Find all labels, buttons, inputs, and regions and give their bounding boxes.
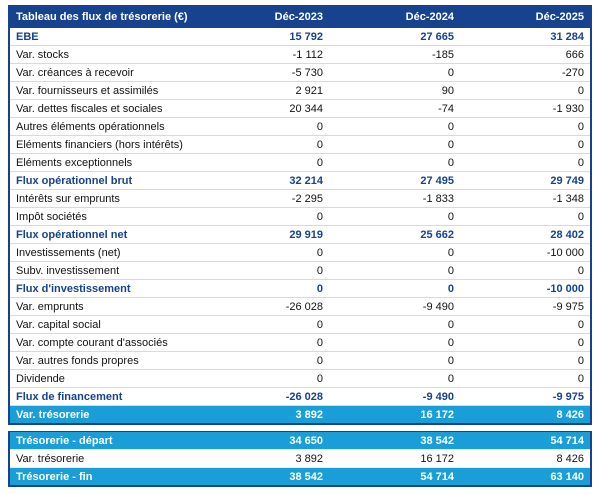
table-row <box>9 244 591 262</box>
column-header-dec-2025: Déc-2025 <box>460 5 591 28</box>
cell-value: 32 214 <box>198 172 329 190</box>
table-row <box>9 388 591 406</box>
column-header-dec-2024: Déc-2024 <box>329 5 460 28</box>
cell-value: -270 <box>460 64 591 82</box>
row-label: Flux d'investissement <box>9 280 198 298</box>
cell-value: 0 <box>460 118 591 136</box>
cell-value: 20 344 <box>198 100 329 118</box>
row-label: Var. dettes fiscales et sociales <box>9 100 198 118</box>
cell-value: 0 <box>460 370 591 388</box>
row-label: Trésorerie - fin <box>9 468 198 487</box>
row-label: Eléments exceptionnels <box>9 154 198 172</box>
table-row <box>9 190 591 208</box>
table-row <box>9 64 591 82</box>
treasury-summary-table <box>8 431 592 487</box>
row-label: Eléments financiers (hors intérêts) <box>9 136 198 154</box>
row-label: Flux de financement <box>9 388 198 406</box>
cell-value: -1 348 <box>460 190 591 208</box>
table-row <box>9 136 591 154</box>
cell-value: 0 <box>460 82 591 100</box>
cell-value: 0 <box>329 154 460 172</box>
cell-value: 3 892 <box>198 450 329 468</box>
cell-value: -26 028 <box>198 388 329 406</box>
row-label: Autres éléments opérationnels <box>9 118 198 136</box>
cell-value: 0 <box>198 262 329 280</box>
column-header-dec-2023: Déc-2023 <box>198 5 329 28</box>
cell-value: 0 <box>460 208 591 226</box>
cell-value: 63 140 <box>460 468 591 487</box>
cell-value: -9 975 <box>460 298 591 316</box>
cell-value: 8 426 <box>460 406 591 425</box>
cell-value: 25 662 <box>329 226 460 244</box>
row-label: Trésorerie - départ <box>9 432 198 450</box>
row-label: Var. créances à recevoir <box>9 64 198 82</box>
cell-value: 0 <box>329 208 460 226</box>
row-label: Flux opérationnel net <box>9 226 198 244</box>
table-row <box>9 432 591 450</box>
cell-value: 0 <box>460 334 591 352</box>
cell-value: -185 <box>329 46 460 64</box>
cell-value: -10 000 <box>460 244 591 262</box>
cell-value: 0 <box>329 280 460 298</box>
cell-value: 0 <box>460 154 591 172</box>
cell-value: 3 892 <box>198 406 329 425</box>
row-label: Var. trésorerie <box>9 450 198 468</box>
row-label: Flux opérationnel brut <box>9 172 198 190</box>
cell-value: -5 730 <box>198 64 329 82</box>
cell-value: 0 <box>198 280 329 298</box>
cell-value: -9 490 <box>329 388 460 406</box>
table-row <box>9 298 591 316</box>
cell-value: 0 <box>198 136 329 154</box>
cell-value: 0 <box>460 316 591 334</box>
table-row <box>9 450 591 468</box>
table-row <box>9 208 591 226</box>
table-title: Tableau des flux de trésorerie (€) <box>9 5 198 28</box>
cell-value: -1 833 <box>329 190 460 208</box>
cell-value: 0 <box>329 334 460 352</box>
table-row <box>9 172 591 190</box>
cell-value: 34 650 <box>198 432 329 450</box>
cell-value: -2 295 <box>198 190 329 208</box>
cell-value: 16 172 <box>329 406 460 425</box>
table-row <box>9 334 591 352</box>
row-label: Var. fournisseurs et assimilés <box>9 82 198 100</box>
cell-value: 2 921 <box>198 82 329 100</box>
row-label: Dividende <box>9 370 198 388</box>
cell-value: 38 542 <box>329 432 460 450</box>
row-label: Var. autres fonds propres <box>9 352 198 370</box>
cell-value: -9 490 <box>329 298 460 316</box>
cell-value: 0 <box>198 316 329 334</box>
cell-value: 31 284 <box>460 28 591 46</box>
table-row <box>9 28 591 46</box>
cell-value: 27 495 <box>329 172 460 190</box>
cell-value: 16 172 <box>329 450 460 468</box>
cell-value: -9 975 <box>460 388 591 406</box>
cell-value: 0 <box>329 316 460 334</box>
table-row <box>9 352 591 370</box>
cell-value: 0 <box>329 136 460 154</box>
table-row <box>9 316 591 334</box>
cell-value: 0 <box>329 352 460 370</box>
cell-value: 0 <box>198 244 329 262</box>
cell-value: 15 792 <box>198 28 329 46</box>
row-label: Investissements (net) <box>9 244 198 262</box>
cell-value: 29 919 <box>198 226 329 244</box>
table-row <box>9 46 591 64</box>
cell-value: 0 <box>329 244 460 262</box>
cell-value: 0 <box>198 352 329 370</box>
row-label: Impôt sociétés <box>9 208 198 226</box>
table-row <box>9 280 591 298</box>
table-header-row <box>9 5 591 28</box>
cell-value: 27 665 <box>329 28 460 46</box>
cell-value: 0 <box>329 64 460 82</box>
cell-value: -74 <box>329 100 460 118</box>
row-label: EBE <box>9 28 198 46</box>
cell-value: 0 <box>198 154 329 172</box>
cell-value: -1 930 <box>460 100 591 118</box>
cell-value: 90 <box>329 82 460 100</box>
table-row <box>9 262 591 280</box>
cell-value: 54 714 <box>329 468 460 487</box>
cell-value: 0 <box>198 208 329 226</box>
cell-value: 0 <box>329 262 460 280</box>
cell-value: 54 714 <box>460 432 591 450</box>
cell-value: -1 112 <box>198 46 329 64</box>
cell-value: 0 <box>460 262 591 280</box>
row-label: Var. stocks <box>9 46 198 64</box>
cell-value: 0 <box>198 334 329 352</box>
cell-value: 0 <box>460 352 591 370</box>
cell-value: 0 <box>198 118 329 136</box>
row-label: Var. capital social <box>9 316 198 334</box>
row-label: Var. trésorerie <box>9 406 198 425</box>
table-row <box>9 118 591 136</box>
row-label: Subv. investissement <box>9 262 198 280</box>
cell-value: 666 <box>460 46 591 64</box>
cell-value: 29 749 <box>460 172 591 190</box>
row-label: Var. emprunts <box>9 298 198 316</box>
row-label: Intérêts sur emprunts <box>9 190 198 208</box>
cell-value: 38 542 <box>198 468 329 487</box>
cell-value: -10 000 <box>460 280 591 298</box>
table-row <box>9 406 591 425</box>
table-row <box>9 370 591 388</box>
cell-value: 0 <box>198 370 329 388</box>
cell-value: -26 028 <box>198 298 329 316</box>
cell-value: 0 <box>329 370 460 388</box>
table-row <box>9 100 591 118</box>
table-row <box>9 468 591 487</box>
cell-value: 28 402 <box>460 226 591 244</box>
table-row <box>9 154 591 172</box>
table-row <box>9 82 591 100</box>
row-label: Var. compte courant d'associés <box>9 334 198 352</box>
cell-value: 0 <box>460 136 591 154</box>
table-row <box>9 226 591 244</box>
cell-value: 8 426 <box>460 450 591 468</box>
cell-value: 0 <box>329 118 460 136</box>
cashflow-table <box>8 5 592 425</box>
